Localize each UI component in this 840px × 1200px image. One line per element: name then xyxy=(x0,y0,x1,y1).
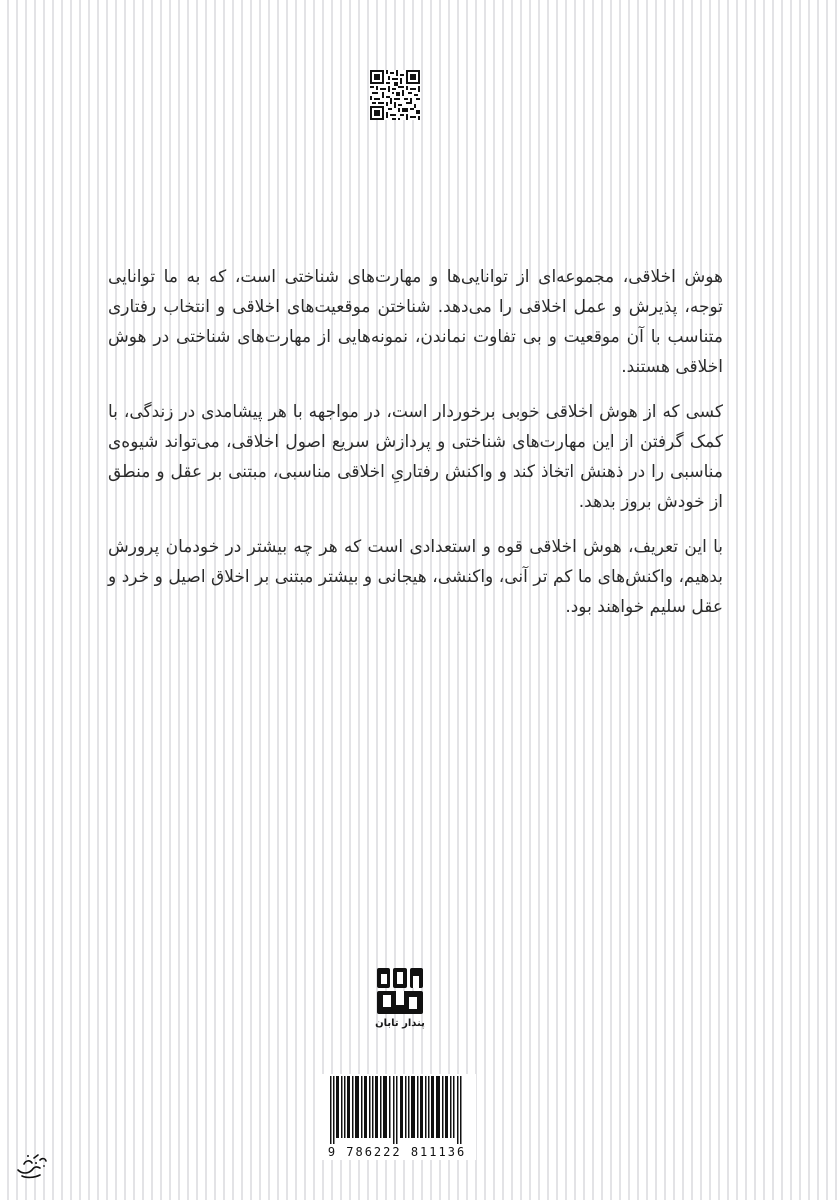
isbn-barcode xyxy=(318,1074,476,1160)
publisher-logo xyxy=(370,968,430,1036)
paragraph-3: با این تعریف، هوش اخلاقی قوه و استعدادی است که هر چه بیشتر در خودمان پرورش بدهیم، واکنش‌های ما کم تر آنی، واکنشی، هیجانی و بیشتر مبتنی بر اخلاق اصیل و خرد و عقل سلیم خواهند بود. xyxy=(108,537,723,617)
paragraph-1: هوش اخلاقی، مجموعه‌ای از توانایی‌ها و مهارت‌های شناختی است، که به ما توانایی توجه، پذیرش و عمل اخلاقی را می‌دهد. شناختن موقعیت‌های اخلاقی و انتخاب رفتاری متناسب با آن موقعیت و بی تفاوت نماندن، نمونه‌هایی از مهارت‌های شناختی در هوش اخلاقی هستند. xyxy=(108,267,723,377)
pendar-taban-logo xyxy=(377,968,423,1014)
qr-code-icon xyxy=(370,70,420,120)
isbn-number: 9 786222 811136 xyxy=(327,1145,467,1159)
paragraph-2: کسی که از هوش اخلاقی خوبی برخوردار است، در مواجهه با هر پیشامدی در زندگی، با کمک گرفتن از این مهارت‌های شناختی و پردازش سریع اصول اخلاقی، می‌تواند شیوه‌ی مناسبی را در ذهنش اتخاذ کند و واکنش رفتاریِ اخلاقی مناسبی، مبتنی بر عقل و منطق از خودش بروز بدهد. xyxy=(108,402,723,512)
calligraphy-signature-icon xyxy=(14,1148,50,1184)
publisher-name: پندار تابان xyxy=(375,1018,425,1029)
back-cover-text xyxy=(108,262,723,637)
